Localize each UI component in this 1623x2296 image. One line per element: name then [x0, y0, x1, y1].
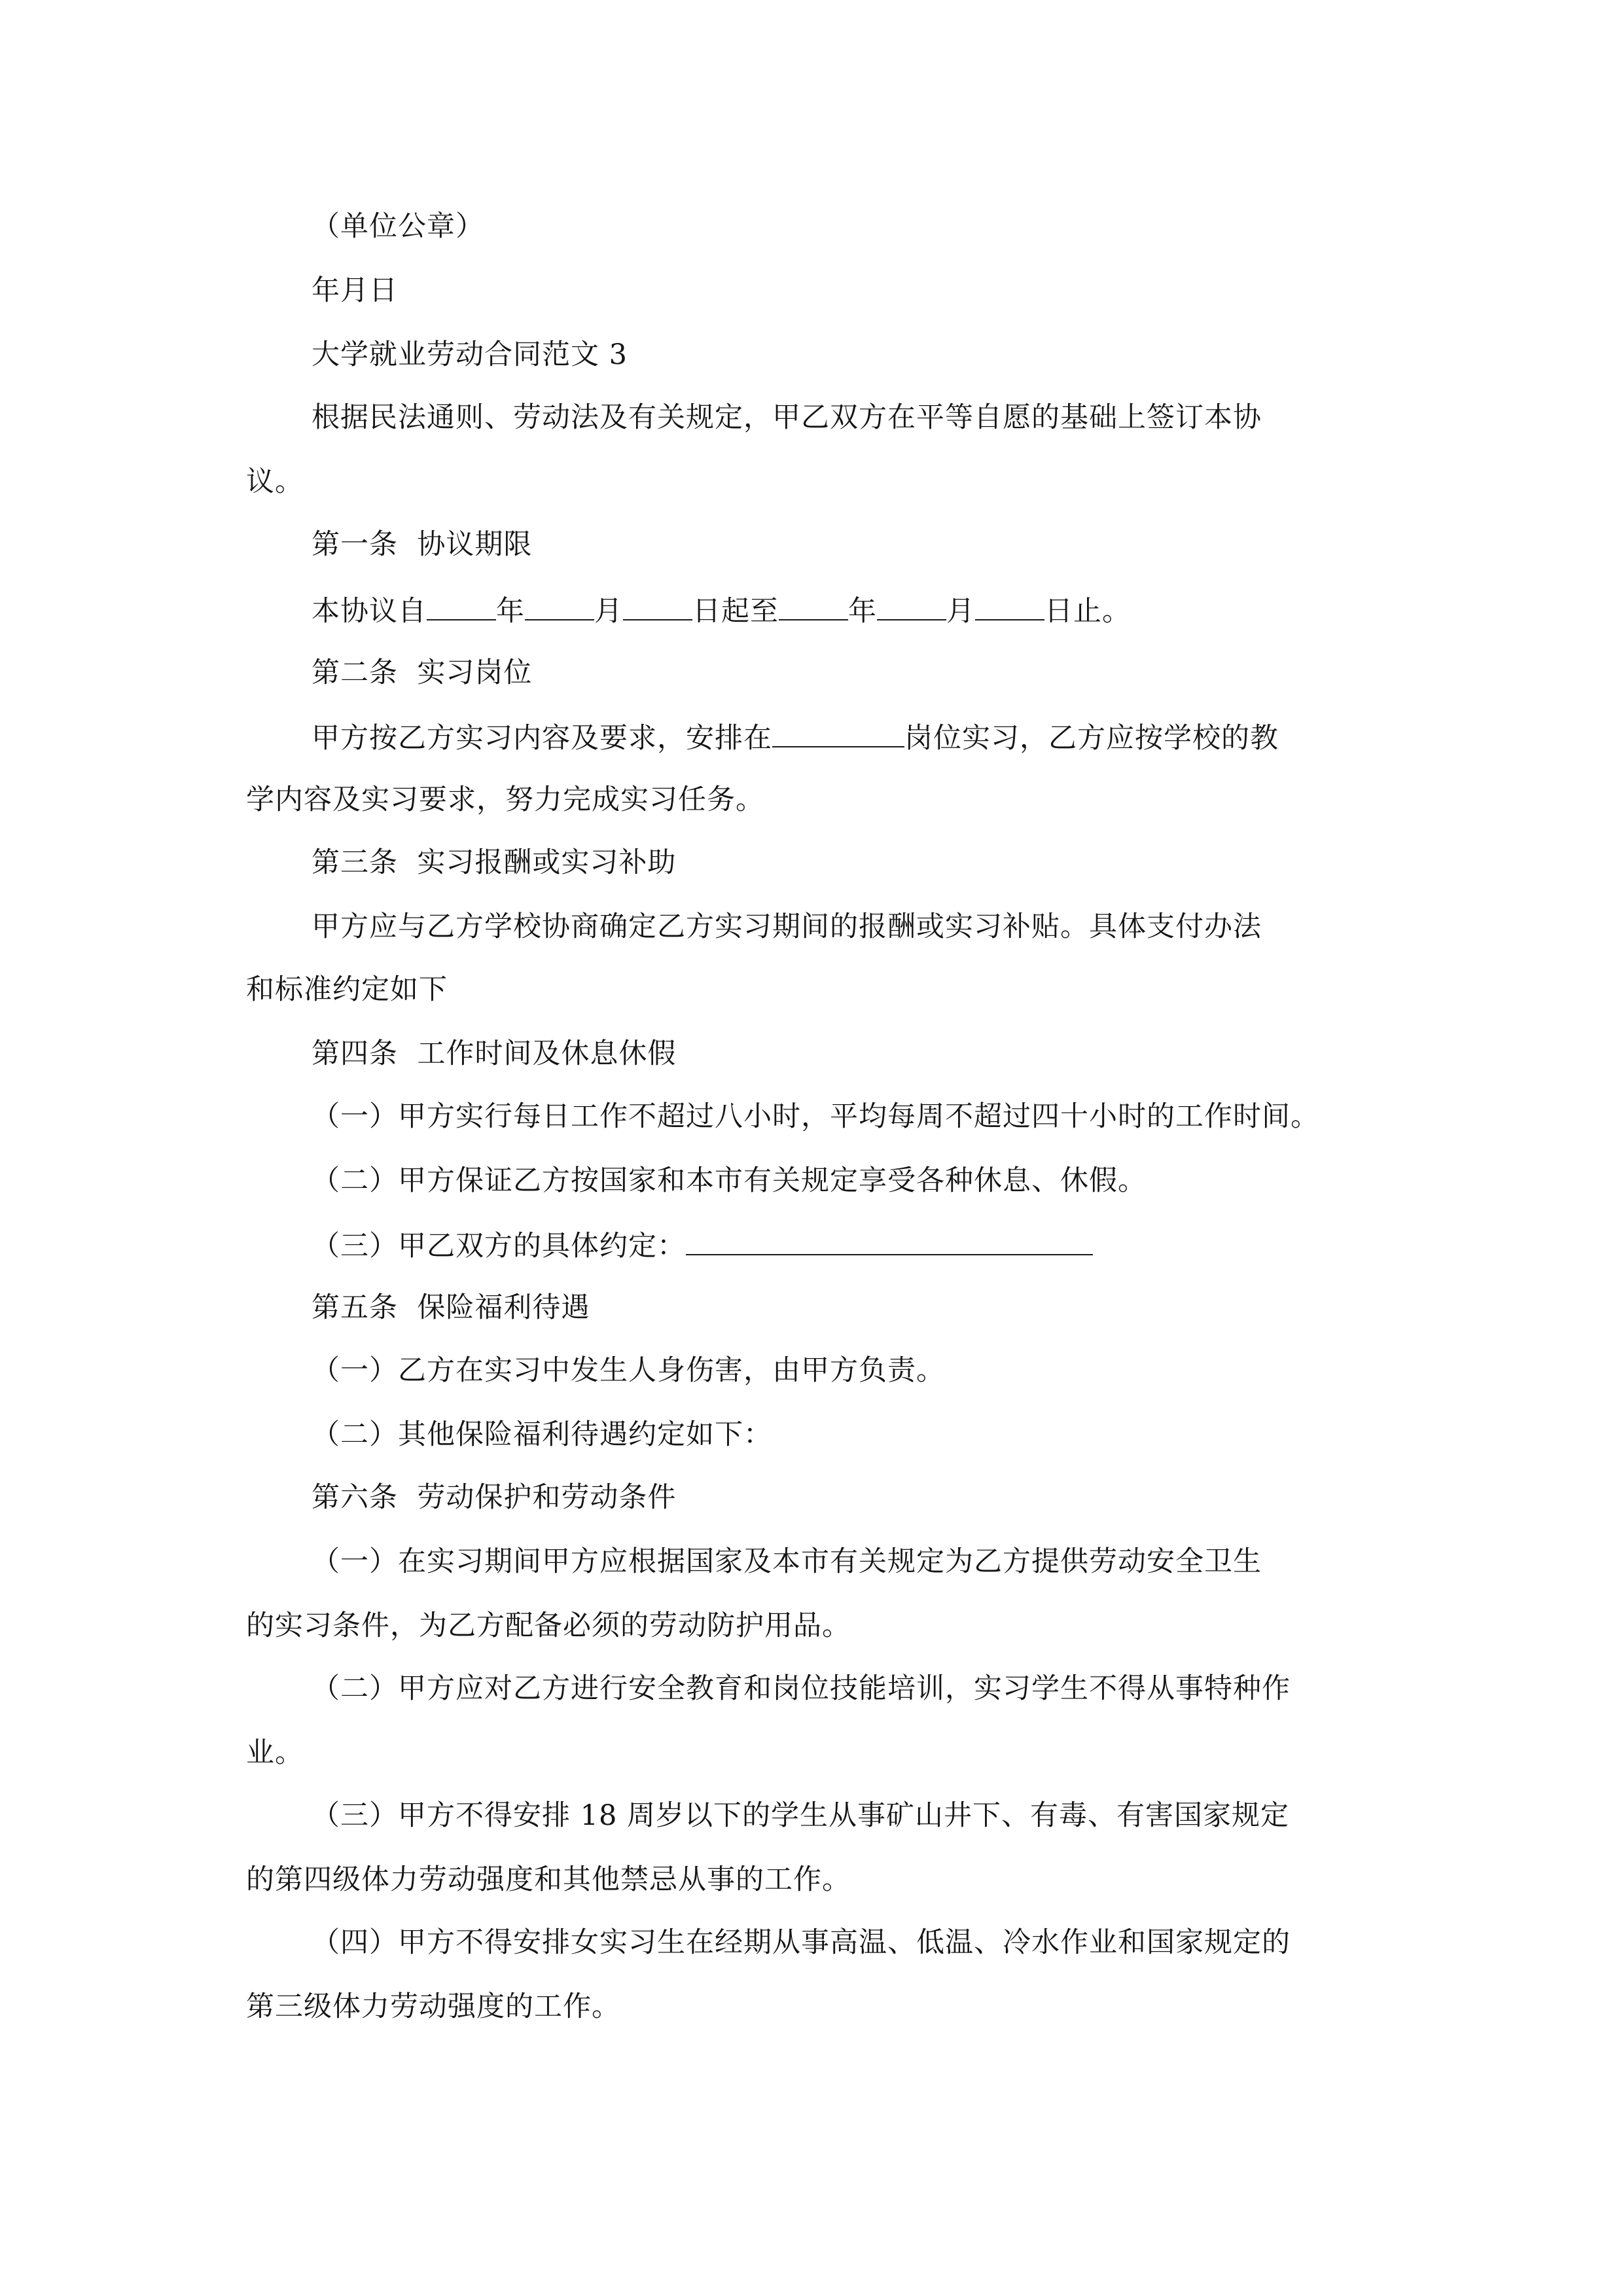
article-6-item-4-line-1: （四）甲方不得安排女实习生在经期从事高温、低温、冷水作业和国家规定的: [312, 1926, 1291, 1959]
article-6-item-2-line-1: （二）甲方应对乙方进行安全教育和岗位技能培训，实习学生不得从事特种作: [312, 1672, 1291, 1705]
end-year-blank: [779, 589, 848, 620]
end-day-blank: [975, 589, 1044, 620]
article-6-heading: 第六条 劳动保护和劳动条件: [312, 1481, 677, 1514]
end-day-label: 日止。: [1044, 595, 1131, 628]
year-label: 年: [496, 595, 525, 628]
article-4-heading: 第四条 工作时间及休息休假: [312, 1037, 677, 1070]
article-3-line-1: 甲方应与乙方学校协商确定乙方实习期间的报酬或实习补贴。具体支付办法: [312, 910, 1262, 943]
start-day-blank: [623, 589, 692, 620]
end-year-label: 年: [848, 595, 877, 628]
preamble-line-2: 议。: [246, 465, 304, 498]
seal-note: （单位公章）: [312, 210, 484, 243]
article-4-item-3: [0, 1224, 1623, 1266]
article-5-item-2: （二）其他保险福利待遇约定如下：: [312, 1418, 772, 1451]
start-month-blank: [525, 589, 594, 620]
article-2-heading: 第二条 实习岗位: [312, 656, 533, 689]
preamble-line-1: 根据民法通则、劳动法及有关规定，甲乙双方在平等自愿的基础上签订本协: [312, 401, 1262, 434]
agreement-blank: [686, 1224, 1093, 1255]
end-month-label: 月: [946, 595, 975, 628]
article-1-heading: 第一条 协议期限: [312, 528, 533, 561]
article-4-item-2: （二）甲方保证乙方按国家和本市有关规定享受各种休息、休假。: [312, 1164, 1147, 1197]
agreement-label: （三）甲乙双方的具体约定：: [312, 1230, 686, 1263]
date-line: 年月日: [312, 274, 398, 307]
position-blank: [772, 716, 904, 747]
article-6-item-3-line-2: 的第四级体力劳动强度和其他禁忌从事的工作。: [246, 1863, 851, 1896]
article-1-term-line: [0, 589, 1623, 631]
article-2-line-1: [0, 716, 1623, 758]
article-6-item-3-line-1: （三）甲方不得安排 18 周岁以下的学生从事矿山井下、有毒、有害国家规定: [312, 1799, 1290, 1832]
day-until-label: 日起至: [692, 595, 779, 628]
article-4-item-1: （一）甲方实行每日工作不超过八小时，平均每周不超过四十小时的工作时间。: [312, 1100, 1319, 1133]
month-label: 月: [594, 595, 623, 628]
article-2-line-2: 学内容及实习要求，努力完成实习任务。: [246, 783, 764, 816]
position-text-after: 岗位实习，乙方应按学校的教: [904, 722, 1279, 755]
article-6-item-1-line-1: （一）在实习期间甲方应根据国家及本市有关规定为乙方提供劳动安全卫生: [312, 1545, 1262, 1578]
section-title: 大学就业劳动合同范文 3: [312, 338, 628, 371]
article-5-heading: 第五条 保险福利待遇: [312, 1291, 590, 1324]
article-3-line-2: 和标准约定如下: [246, 973, 448, 1006]
article-6-item-2-line-2: 业。: [246, 1736, 304, 1769]
article-5-item-1: （一）乙方在实习中发生人身伤害，由甲方负责。: [312, 1354, 945, 1387]
term-text-start: 本协议自: [312, 595, 427, 628]
end-month-blank: [877, 589, 946, 620]
start-year-blank: [427, 589, 496, 620]
position-text-before: 甲方按乙方实习内容及要求，安排在: [312, 722, 772, 755]
article-6-item-4-line-2: 第三级体力劳动强度的工作。: [246, 1990, 620, 2023]
article-6-item-1-line-2: 的实习条件，为乙方配备必须的劳动防护用品。: [246, 1609, 851, 1642]
article-3-heading: 第三条 实习报酬或实习补助: [312, 846, 677, 879]
